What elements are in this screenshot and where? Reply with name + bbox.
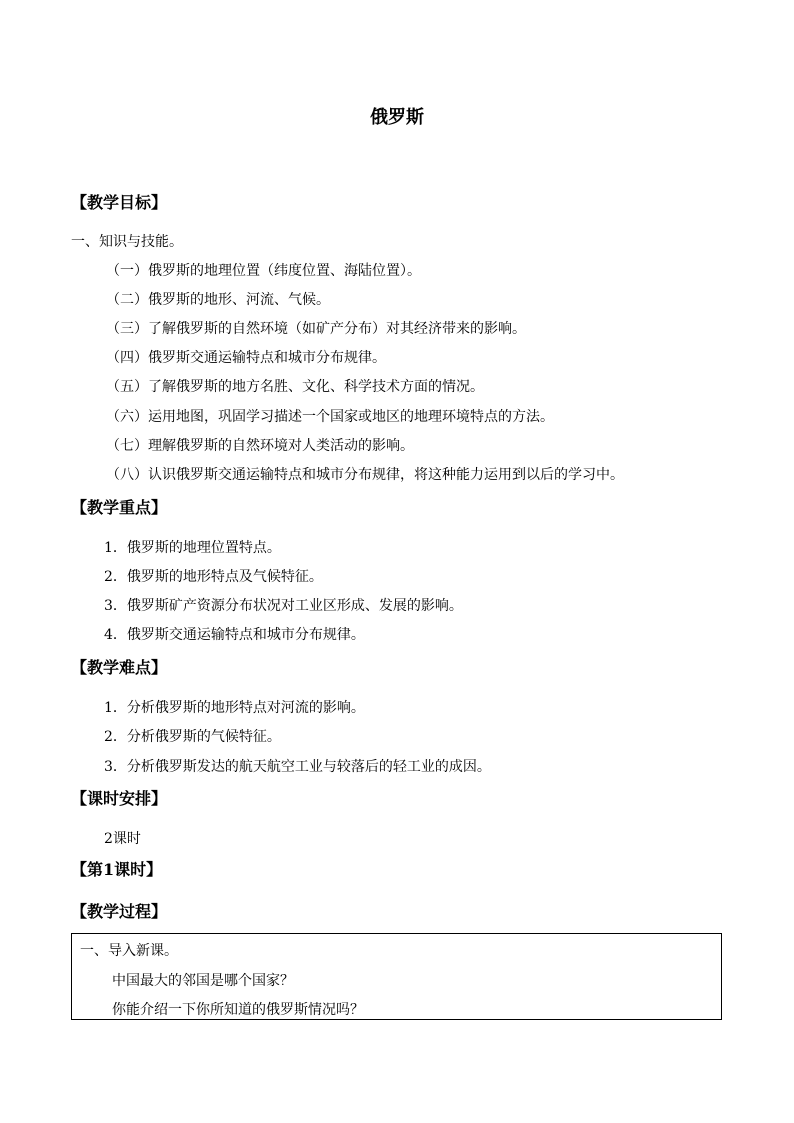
process-line: 一、导入新课。 — [80, 943, 178, 959]
objective-item: （八）认识俄罗斯交通运输特点和城市分布规律，将这种能力运用到以后的学习中。 — [106, 467, 624, 483]
objectives-heading: 【教学目标】 — [71, 193, 168, 212]
objective-item: （五）了解俄罗斯的地方名胜、文化、科学技术方面的情况。 — [106, 379, 484, 395]
key-point-item: 3．俄罗斯矿产资源分布状况对工业区形成、发展的影响。 — [104, 598, 463, 614]
process-box — [71, 933, 722, 1020]
objectives-intro: 一、知识与技能。 — [71, 234, 183, 250]
objective-item: （一）俄罗斯的地理位置（纬度位置、海陆位置）。 — [106, 263, 421, 279]
difficulty-item: 3．分析俄罗斯发达的航天航空工业与较落后的轻工业的成因。 — [104, 759, 491, 775]
process-heading: 【教学过程】 — [71, 902, 168, 921]
process-line: 中国最大的邻国是哪个国家？ — [112, 973, 294, 989]
schedule-value: 2课时 — [104, 831, 141, 847]
document-title: 俄罗斯 — [370, 107, 424, 128]
objective-item: （四）俄罗斯交通运输特点和城市分布规律。 — [106, 350, 386, 366]
difficulties-heading: 【教学难点】 — [71, 658, 168, 677]
objective-item: （六）运用地图，巩固学习描述一个国家或地区的地理环境特点的方法。 — [106, 409, 554, 425]
lesson1-heading: 【第1课时】 — [71, 860, 163, 879]
key-points-heading: 【教学重点】 — [71, 498, 168, 517]
schedule-heading: 【课时安排】 — [71, 789, 168, 808]
key-point-item: 4．俄罗斯交通运输特点和城市分布规律。 — [104, 627, 365, 643]
objective-item: （七）理解俄罗斯的自然环境对人类活动的影响。 — [106, 438, 414, 454]
objective-item: （二）俄罗斯的地形、河流、气候。 — [106, 292, 330, 308]
difficulty-item: 1．分析俄罗斯的地形特点对河流的影响。 — [104, 700, 365, 716]
process-line: 你能介绍一下你所知道的俄罗斯情况吗？ — [112, 1002, 364, 1018]
key-point-item: 1．俄罗斯的地理位置特点。 — [104, 540, 281, 556]
difficulty-item: 2．分析俄罗斯的气候特征。 — [104, 729, 281, 745]
objective-item: （三）了解俄罗斯的自然环境（如矿产分布）对其经济带来的影响。 — [106, 321, 526, 337]
key-point-item: 2．俄罗斯的地形特点及气候特征。 — [104, 569, 323, 585]
